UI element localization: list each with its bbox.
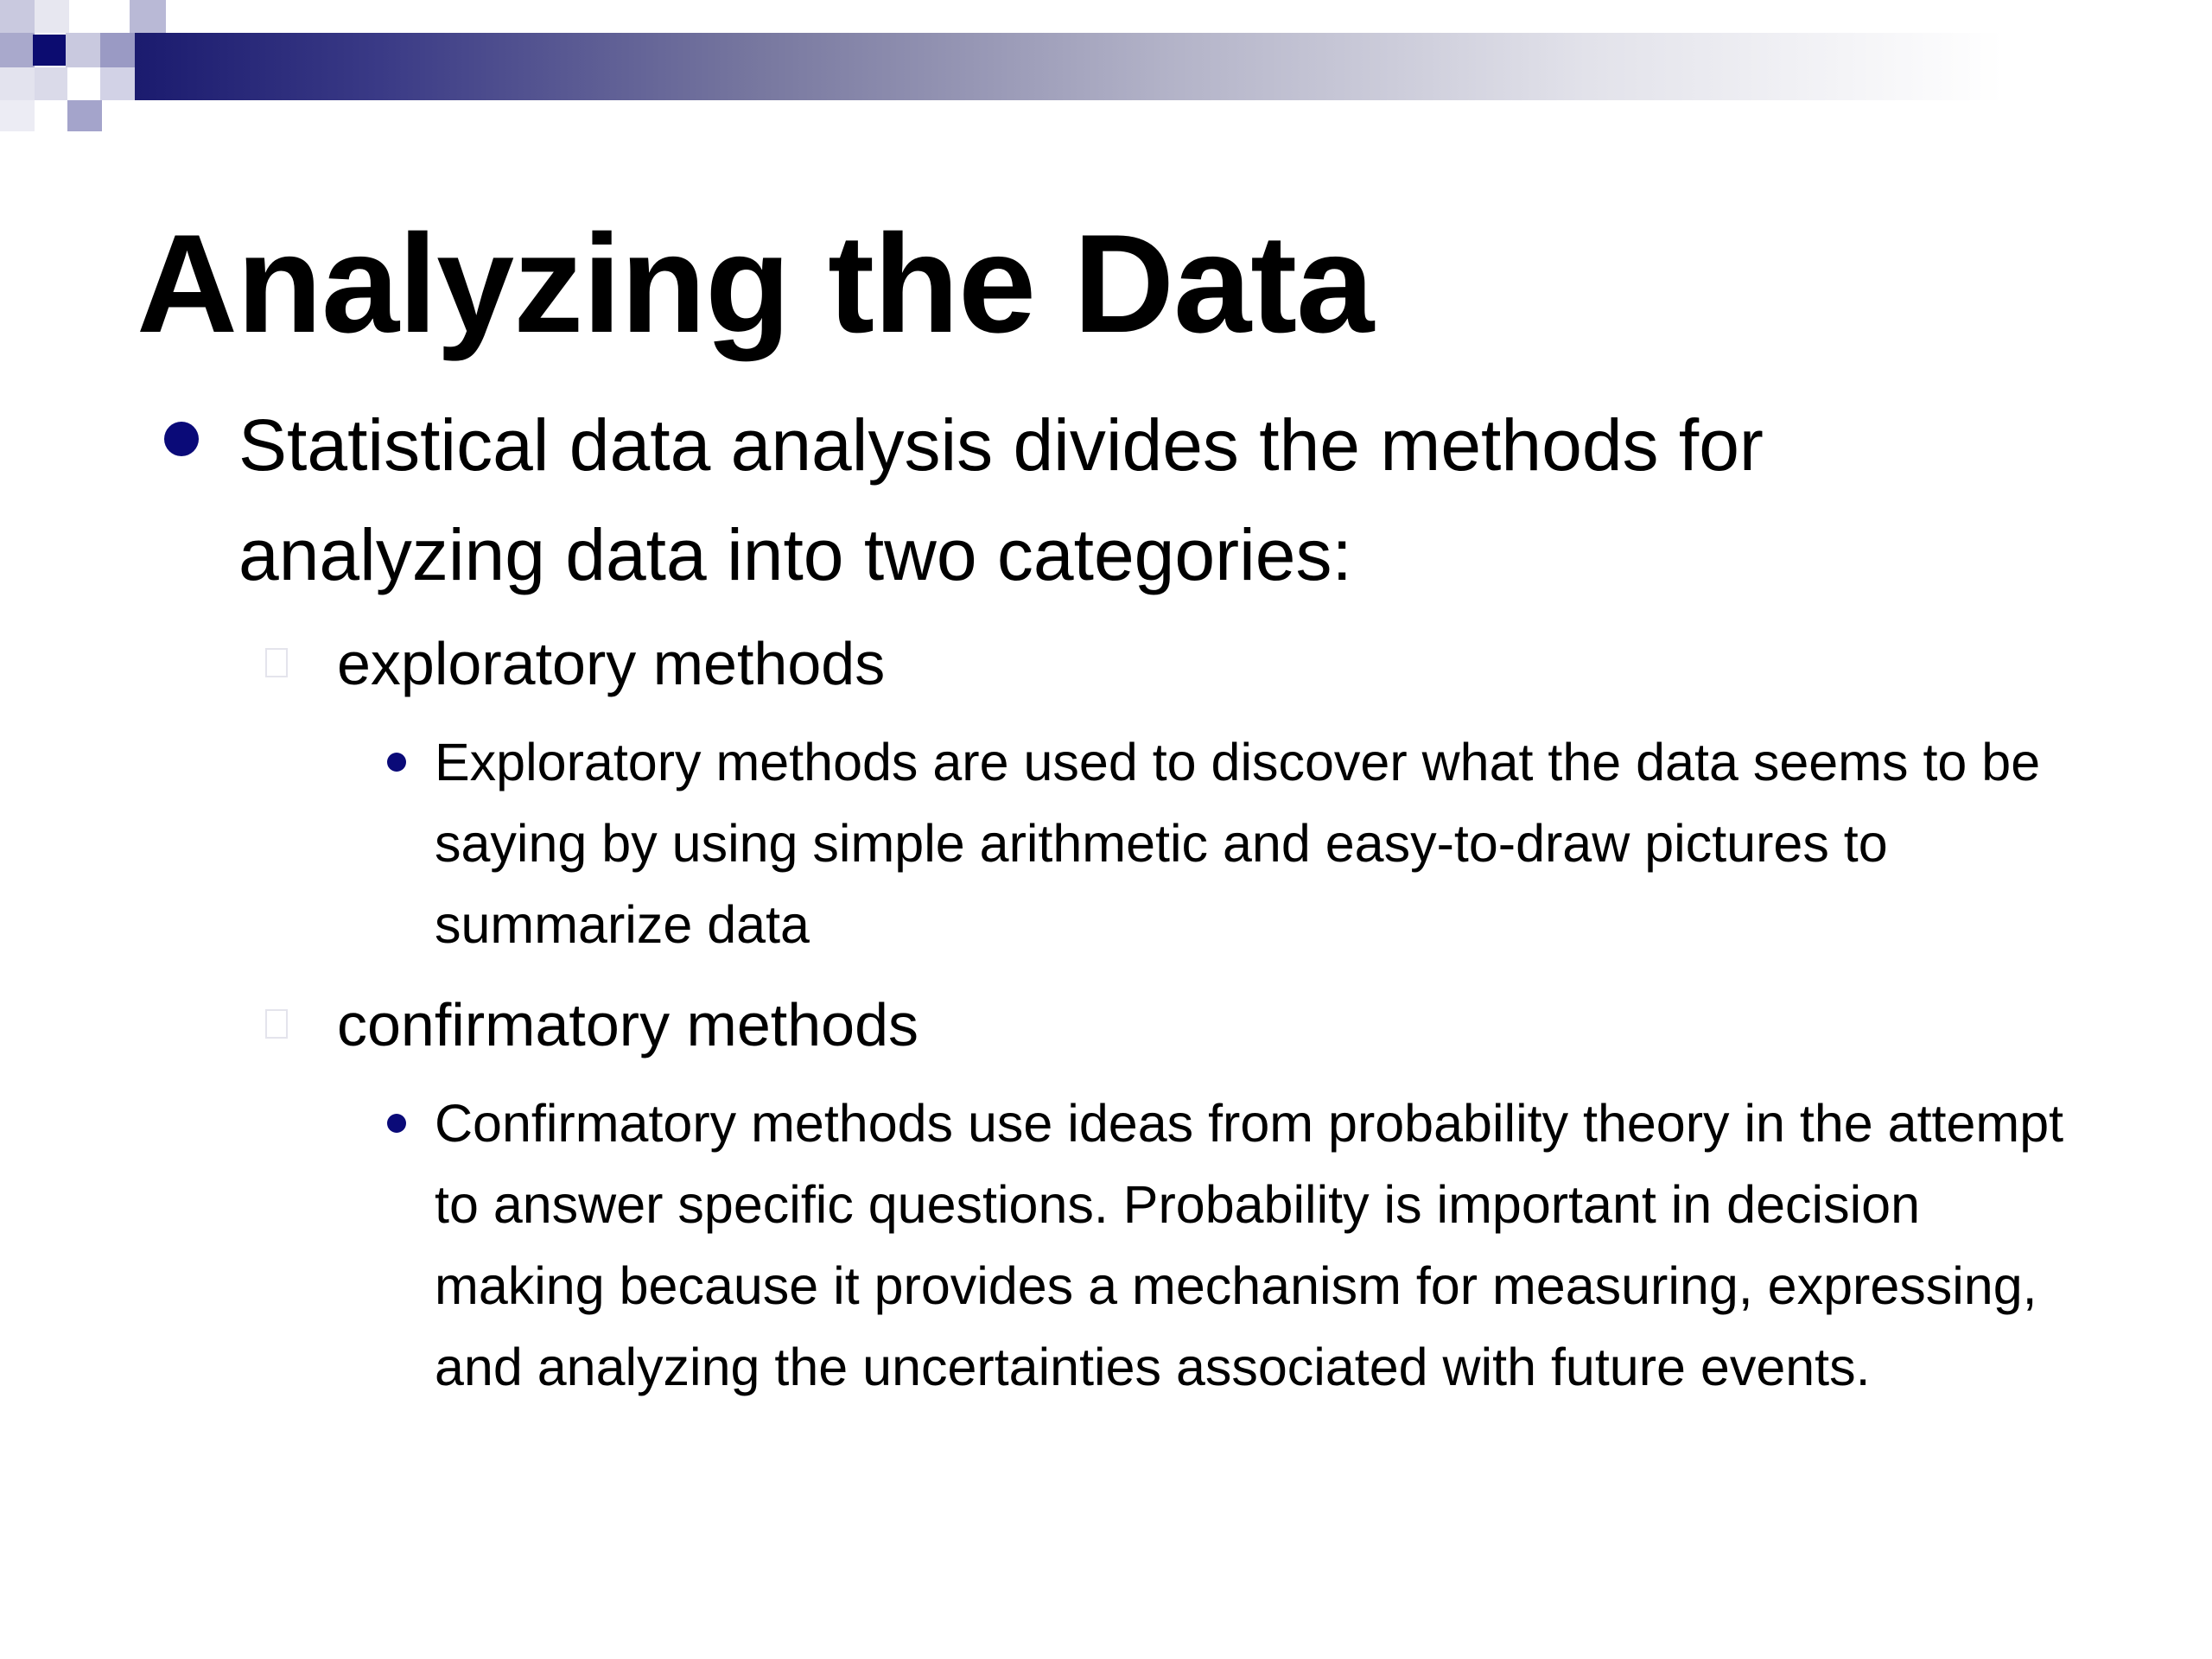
bullet-dot-icon — [387, 1114, 406, 1133]
sub-bullet-confirmatory: confirmatory methods — [337, 991, 919, 1058]
deco-square — [0, 33, 35, 67]
detail-confirmatory: Confirmatory methods use ideas from probability theory in the attempt to answer specific questions. Probability is important in decision making because it provides a mechanism for measuring, expressing, and analyzing the uncertainties associated with future events. — [435, 1094, 2064, 1396]
deco-square — [100, 33, 135, 67]
deco-square — [67, 100, 102, 131]
deco-square — [100, 67, 135, 100]
deco-square — [0, 67, 35, 100]
header-gradient-bar — [130, 33, 2212, 100]
bullet-text-level1: Statistical data analysis divides the methods for analyzing data into two categories: — [238, 404, 1764, 595]
deco-square — [35, 67, 67, 100]
deco-square — [130, 0, 166, 33]
deco-square — [66, 33, 100, 67]
square-bullet-icon — [265, 1009, 288, 1039]
bullet-dot-icon — [164, 422, 199, 456]
bullet-dot-icon — [387, 753, 406, 772]
deco-square — [0, 100, 35, 131]
deco-square — [35, 0, 69, 33]
deco-square-dark — [33, 35, 66, 66]
deco-square — [0, 0, 35, 33]
slide-title: Analyzing the Data — [137, 206, 1374, 362]
square-bullet-icon — [265, 648, 288, 677]
detail-exploratory: Exploratory methods are used to discover what the data seems to be saying by using simple arithmetic and easy-to-draw pictures to summarize data — [435, 733, 2041, 954]
sub-bullet-exploratory: exploratory methods — [337, 630, 886, 697]
header-squares-decoration — [0, 0, 173, 138]
